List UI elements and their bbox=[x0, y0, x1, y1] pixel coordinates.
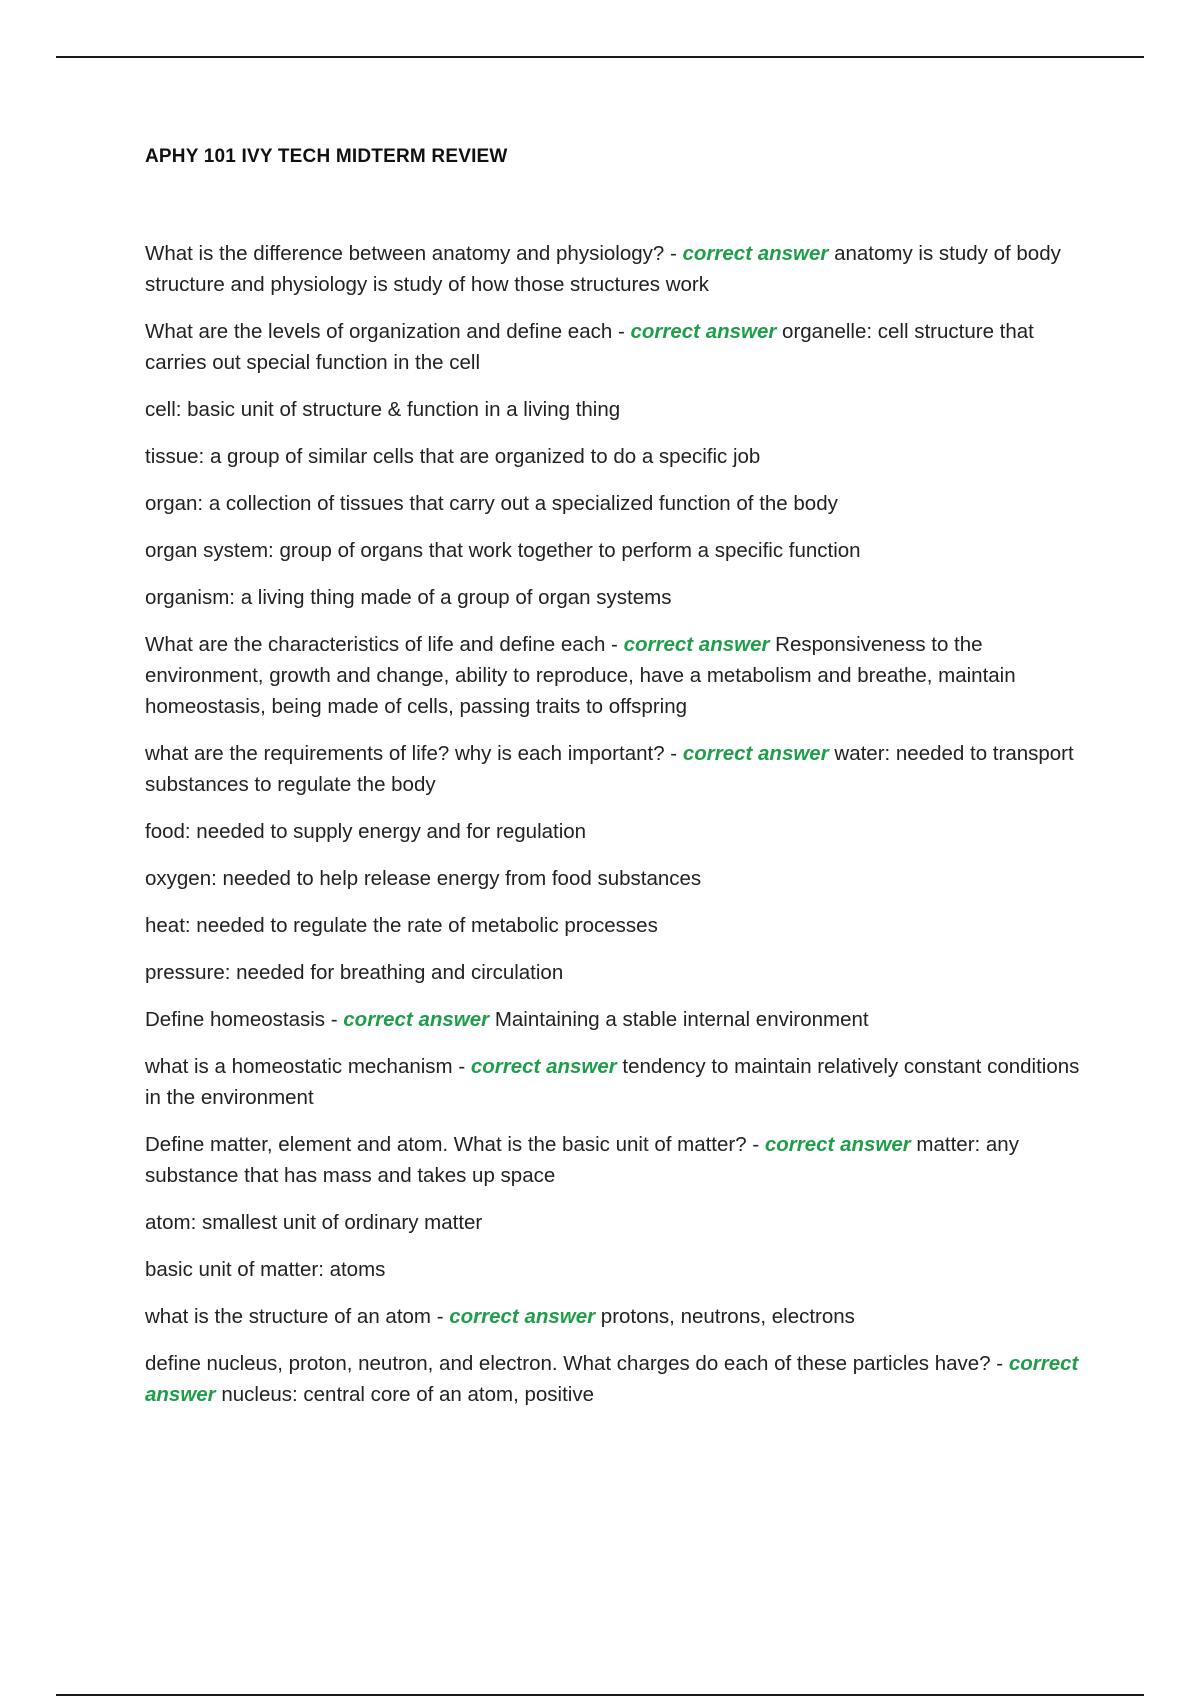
question-entry bbox=[145, 1004, 1090, 1035]
question-text: what is a homeostatic mechanism - bbox=[145, 1055, 466, 1078]
question-text: What are the levels of organization and define each - bbox=[145, 320, 625, 343]
question-text: What are the characteristics of life and define each - bbox=[145, 633, 618, 656]
correct-answer-label: correct answer bbox=[764, 1133, 911, 1156]
answer-continuation: organ system: group of organs that work together to perform a specific function bbox=[145, 539, 861, 562]
answer-continuation: atom: smallest unit of ordinary matter bbox=[145, 1211, 483, 1234]
answer-continuation: oxygen: needed to help release energy from food substances bbox=[145, 867, 702, 890]
question-text: what are the requirements of life? why is each important? - bbox=[145, 742, 678, 765]
answer-text: nucleus: central core of an atom, positive bbox=[221, 1383, 594, 1406]
top-rule bbox=[56, 56, 1144, 58]
question-entry bbox=[145, 738, 1090, 800]
correct-answer-label: correct answer bbox=[623, 633, 770, 656]
question-entry bbox=[145, 238, 1090, 300]
correct-answer-label: correct answer bbox=[145, 1352, 1079, 1406]
answer-text: organelle: cell structure that carries out special function in the cell bbox=[145, 320, 1034, 374]
answer-text: matter: any substance that has mass and takes up space bbox=[145, 1133, 1019, 1187]
correct-answer-label: correct answer bbox=[449, 1305, 596, 1328]
question-text: what is the structure of an atom - bbox=[145, 1305, 444, 1328]
correct-answer-label: correct answer bbox=[630, 320, 777, 343]
correct-answer-label: correct answer bbox=[343, 1008, 490, 1031]
answer-continuation: cell: basic unit of structure & function in a living thing bbox=[145, 398, 621, 421]
answer-text: Responsiveness to the environment, growth and change, ability to reproduce, have a metabolism and breathe, maintain homeostasis, being made of cells, passing traits to offspring bbox=[145, 633, 1016, 718]
document-body bbox=[145, 238, 1090, 1426]
question-text: What is the difference between anatomy and physiology? - bbox=[145, 242, 677, 265]
question-entry bbox=[145, 629, 1090, 722]
answer-text: tendency to maintain relatively constant conditions in the environment bbox=[145, 1055, 1080, 1109]
correct-answer-label: correct answer bbox=[682, 242, 829, 265]
bottom-rule bbox=[56, 1694, 1144, 1696]
answer-continuation: heat: needed to regulate the rate of metabolic processes bbox=[145, 914, 658, 937]
answer-continuation: pressure: needed for breathing and circulation bbox=[145, 961, 564, 984]
answer-text: Maintaining a stable internal environment bbox=[494, 1008, 869, 1031]
question-text: Define homeostasis - bbox=[145, 1008, 338, 1031]
question-entry bbox=[145, 1051, 1090, 1113]
question-entry bbox=[145, 1348, 1090, 1410]
question-text: define nucleus, proton, neutron, and electron. What charges do each of these particles have? - bbox=[145, 1352, 1004, 1375]
question-entry bbox=[145, 1301, 1090, 1332]
question-entry bbox=[145, 1129, 1090, 1191]
answer-text: water: needed to transport substances to regulate the body bbox=[145, 742, 1074, 796]
answer-continuation: tissue: a group of similar cells that are organized to do a specific job bbox=[145, 445, 761, 468]
correct-answer-label: correct answer bbox=[682, 742, 829, 765]
document-title: APHY 101 IVY TECH MIDTERM REVIEW bbox=[145, 146, 508, 167]
answer-continuation: organism: a living thing made of a group of organ systems bbox=[145, 586, 672, 609]
correct-answer-label: correct answer bbox=[470, 1055, 617, 1078]
answer-continuation: basic unit of matter: atoms bbox=[145, 1258, 386, 1281]
answer-continuation: organ: a collection of tissues that carry out a specialized function of the body bbox=[145, 492, 838, 515]
answer-continuation: food: needed to supply energy and for regulation bbox=[145, 820, 587, 843]
question-text: Define matter, element and atom. What is the basic unit of matter? - bbox=[145, 1133, 760, 1156]
answer-text: protons, neutrons, electrons bbox=[600, 1305, 855, 1328]
answer-text: anatomy is study of body structure and physiology is study of how those structures work bbox=[145, 242, 1061, 296]
question-entry bbox=[145, 316, 1090, 378]
